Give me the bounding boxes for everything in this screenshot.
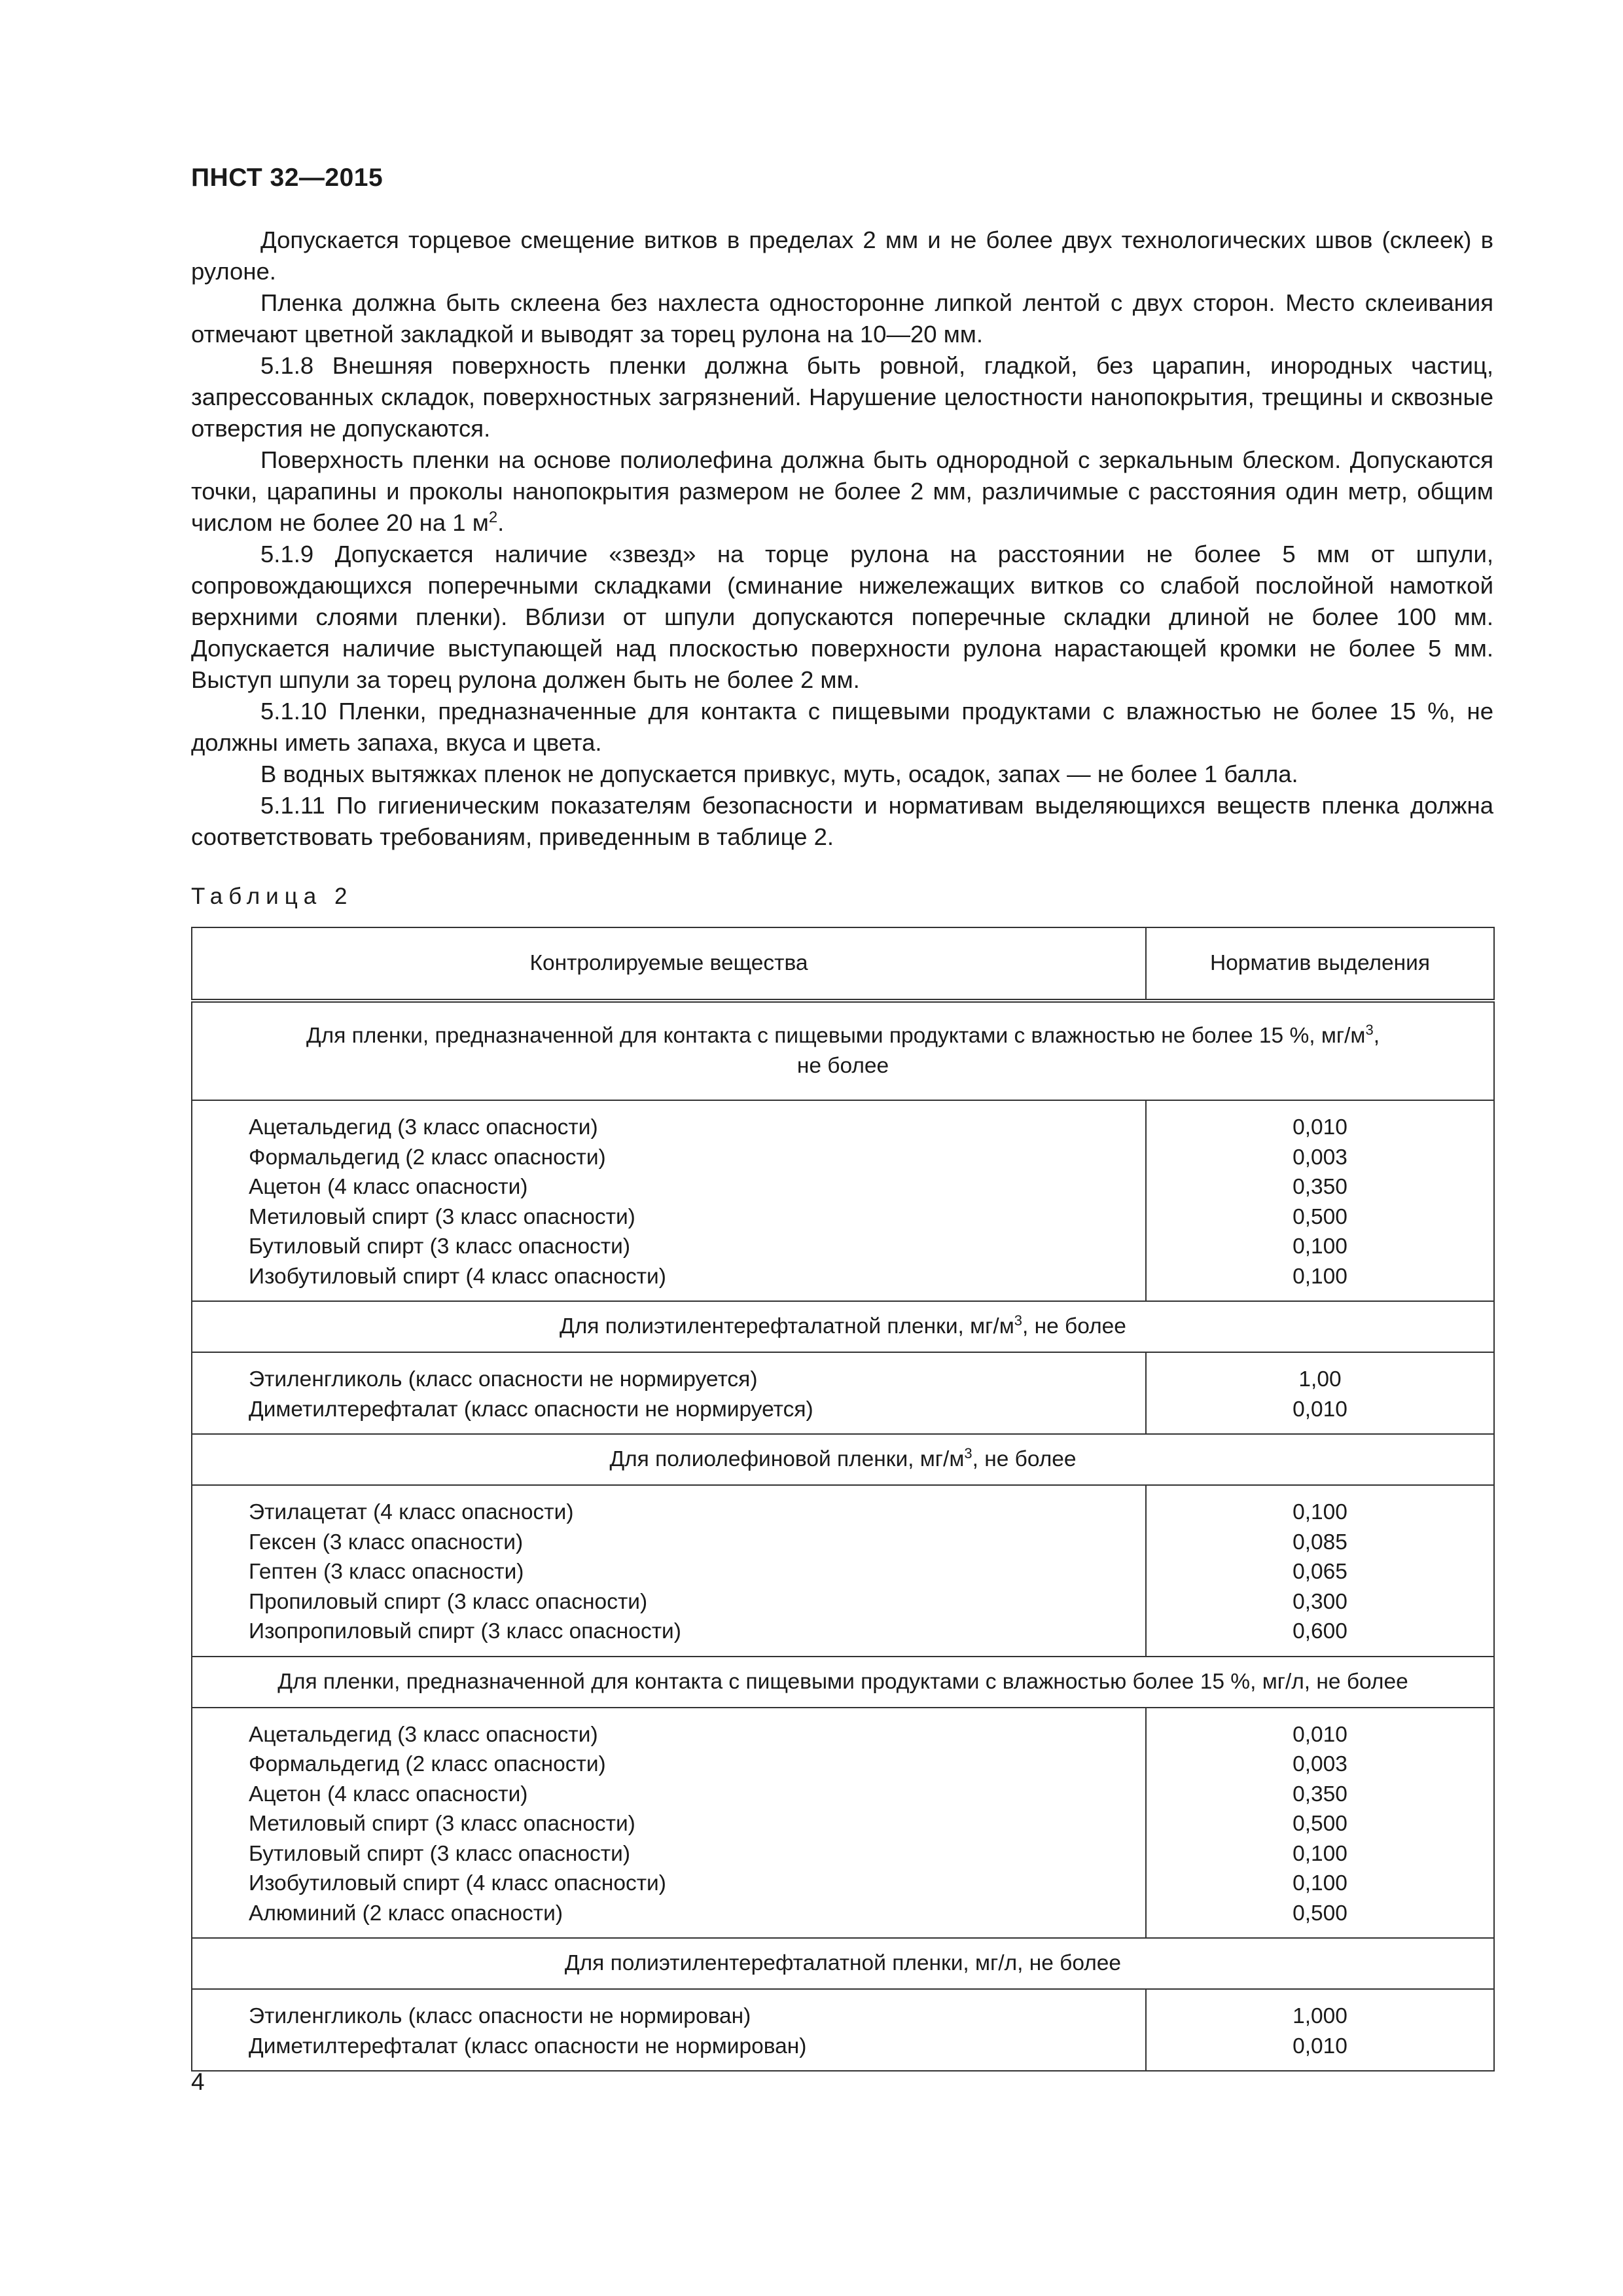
substance-list xyxy=(192,1485,1146,1657)
section-title: Для пленки, предназначенной для контакта с пищевыми продуктами с влажностью не более 15 %, мг/м xyxy=(306,1024,1366,1048)
norm-values xyxy=(1146,1485,1494,1657)
paragraph xyxy=(191,444,1493,539)
substance: Формальдегид (2 класс опасности) xyxy=(249,1145,606,1170)
substance: Бутиловый спирт (3 класс опасности) xyxy=(249,1234,631,1259)
substance: Изопропиловый спирт (3 класс опасности) xyxy=(249,1619,681,1643)
norm-value: 0,100 xyxy=(1293,1871,1347,1895)
substance: Этиленгликоль (класс опасности не нормируется) xyxy=(249,1367,758,1391)
substance-list xyxy=(192,1708,1146,1939)
substance: Гексен (3 класс опасности) xyxy=(249,1530,524,1554)
section-title: Для полиэтилентерефталатной пленки, мг/м xyxy=(560,1314,1014,1338)
section-heading: Для полиэтилентерефталатной пленки, мг/л, не более xyxy=(192,1938,1494,1989)
section-title: Для полиолефиновой пленки, мг/м xyxy=(609,1447,965,1471)
page-number: 4 xyxy=(191,2068,205,2095)
substance: Изобутиловый спирт (4 класс опасности) xyxy=(249,1264,666,1289)
norm-value: 1,00 xyxy=(1298,1367,1342,1391)
norm-value: 0,003 xyxy=(1293,1752,1347,1776)
norm-value: 0,010 xyxy=(1293,1722,1347,1747)
norm-value: 0,500 xyxy=(1293,1204,1347,1229)
norm-value: 0,010 xyxy=(1293,1397,1347,1422)
body-text xyxy=(191,224,1493,853)
substance: Метиловый спирт (3 класс опасности) xyxy=(249,1204,635,1229)
substance: Ацетальдегид (3 класс опасности) xyxy=(249,1115,598,1139)
norm-value: 0,100 xyxy=(1293,1841,1347,1866)
superscript: 3 xyxy=(964,1444,972,1462)
substance: Диметилтерефталат (класс опасности не нормируется) xyxy=(249,1397,813,1422)
superscript: 2 xyxy=(488,508,498,526)
section-title-end: , не более xyxy=(1022,1314,1126,1338)
norm-value: 0,350 xyxy=(1293,1782,1347,1806)
norm-value: 0,065 xyxy=(1293,1560,1347,1584)
norm-value: 0,500 xyxy=(1293,1901,1347,1926)
superscript: 3 xyxy=(1014,1312,1022,1329)
substance: Гептен (3 класс опасности) xyxy=(249,1560,524,1584)
norm-value: 0,010 xyxy=(1293,1115,1347,1139)
section-title-end: , xyxy=(1373,1024,1380,1048)
table-caption: Таблица 2 xyxy=(191,884,353,909)
superscript: 3 xyxy=(1365,1021,1374,1038)
section-heading xyxy=(192,1434,1494,1485)
substance: Метиловый спирт (3 класс опасности) xyxy=(249,1812,635,1836)
section-heading: Для пленки, предназначенной для контакта с пищевыми продуктами с влажностью более 15 %, мг/л, не более xyxy=(192,1657,1494,1708)
substance: Алюминий (2 класс опасности) xyxy=(249,1901,563,1926)
norm-values xyxy=(1146,1100,1494,1301)
substance-list xyxy=(192,1989,1146,2071)
column-header-substances: Контролируемые вещества xyxy=(192,927,1146,1001)
table-header-row xyxy=(192,927,1494,1001)
document-code: ПНСТ 32—2015 xyxy=(191,164,383,192)
substance: Диметилтерефталат (класс опасности не нормирован) xyxy=(249,2034,807,2058)
substance-list xyxy=(192,1100,1146,1301)
paragraph: Допускается торцевое смещение витков в пределах 2 мм и не более двух технологических швов (склеек) в рулоне. xyxy=(191,226,1493,285)
substance: Этилацетат (4 класс опасности) xyxy=(249,1500,574,1524)
substance-list xyxy=(192,1352,1146,1434)
table-row xyxy=(192,1485,1494,1657)
norm-value: 0,100 xyxy=(1293,1234,1347,1259)
norm-values xyxy=(1146,1708,1494,1939)
paragraph: В водных вытяжках пленок не допускается привкус, муть, осадок, запах — не более 1 балла. xyxy=(260,761,1298,787)
section-heading-row xyxy=(192,1938,1494,1989)
norm-value: 0,500 xyxy=(1293,1812,1347,1836)
column-header-norm: Норматив выделения xyxy=(1146,927,1494,1001)
section-title-line2: не более xyxy=(796,1054,889,1078)
substance: Ацетон (4 класс опасности) xyxy=(249,1782,528,1806)
substance: Этиленгликоль (класс опасности не нормирован) xyxy=(249,2004,751,2028)
substance: Ацетон (4 класс опасности) xyxy=(249,1175,528,1199)
table-row xyxy=(192,1708,1494,1939)
section-heading xyxy=(192,1301,1494,1352)
substance: Формальдегид (2 класс опасности) xyxy=(249,1752,606,1776)
substance: Ацетальдегид (3 класс опасности) xyxy=(249,1722,598,1747)
norm-values xyxy=(1146,1989,1494,2071)
norm-value: 1,000 xyxy=(1293,2004,1347,2028)
table-row xyxy=(192,1989,1494,2071)
paragraph: 5.1.9 Допускается наличие «звезд» на торце рулона на расстоянии не более 5 мм от шпули, сопровождающихся поперечными складками (сминание нижележащих витков со слабой послойной намоткой верхними слоями пленки). Вблизи от шпули допускаются поперечные складки длиной не более 100 мм. Допускается наличие выступающей над плоскостью поверхности рулона нарастающей кромки не более 5 мм. Выступ шпули за торец рулона должен быть не более 2 мм. xyxy=(191,541,1493,693)
norm-value: 0,010 xyxy=(1293,2034,1347,2058)
norm-value: 0,100 xyxy=(1293,1500,1347,1524)
section-heading-row xyxy=(192,1434,1494,1485)
section-heading-row xyxy=(192,1657,1494,1708)
paragraph: 5.1.11 По гигиеническим показателям безопасности и нормативам выделяющихся веществ пленка должна соответствовать требованиям, приведенным в таблице 2. xyxy=(191,792,1493,850)
norms-table xyxy=(191,927,1495,2072)
norm-values xyxy=(1146,1352,1494,1434)
section-heading xyxy=(192,1001,1494,1100)
norm-value: 0,003 xyxy=(1293,1145,1347,1170)
substance: Изобутиловый спирт (4 класс опасности) xyxy=(249,1871,666,1895)
paragraph-text: Поверхность пленки на основе полиолефина должна быть однородной с зеркальным блеском. Допускаются точки, царапины и проколы нанопокрытия размером не более 2 мм, различимые с расстояния один метр, общим числом не более 20 на 1 м xyxy=(191,446,1493,536)
table-container xyxy=(191,927,1493,2072)
section-heading-row xyxy=(192,1301,1494,1352)
norm-value: 0,350 xyxy=(1293,1175,1347,1199)
table-row xyxy=(192,1352,1494,1434)
norm-value: 0,100 xyxy=(1293,1264,1347,1289)
section-title-end: , не более xyxy=(972,1447,1077,1471)
paragraph: 5.1.8 Внешняя поверхность пленки должна быть ровной, гладкой, без царапин, инородных частиц, запрессованных складок, поверхностных загрязнений. Нарушение целостности нанопокрытия, трещины и сквозные отверстия не допускаются. xyxy=(191,352,1493,442)
norm-value: 0,600 xyxy=(1293,1619,1347,1643)
substance: Пропиловый спирт (3 класс опасности) xyxy=(249,1589,648,1614)
section-heading-row xyxy=(192,1001,1494,1100)
norm-value: 0,085 xyxy=(1293,1530,1347,1554)
substance: Бутиловый спирт (3 класс опасности) xyxy=(249,1841,631,1866)
paragraph: Пленка должна быть склеена без нахлеста односторонне липкой лентой с двух сторон. Место склеивания отмечают цветной закладкой и выводят за торец рулона на 10—20 мм. xyxy=(191,289,1493,348)
table-row xyxy=(192,1100,1494,1301)
norm-value: 0,300 xyxy=(1293,1589,1347,1614)
paragraph: 5.1.10 Пленки, предназначенные для контакта с пищевыми продуктами с влажностью не более 15 %, не должны иметь запаха, вкуса и цвета. xyxy=(191,698,1493,756)
paragraph-end: . xyxy=(497,509,505,536)
